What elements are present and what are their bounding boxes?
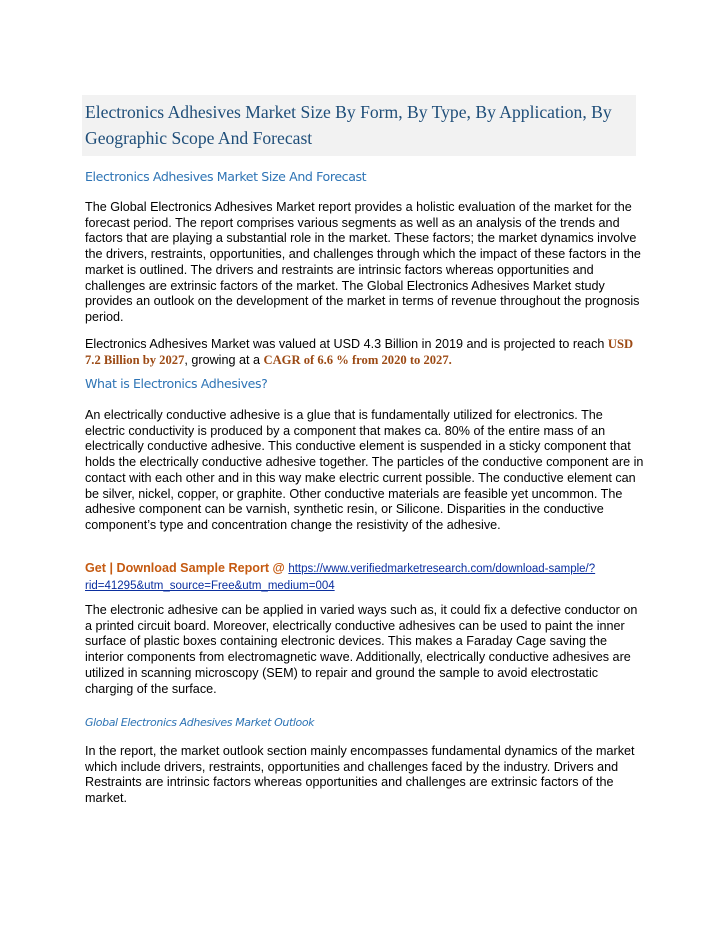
section-heading-size-forecast: Electronics Adhesives Market Size And Forecast	[85, 169, 367, 184]
section-heading-what-is: What is Electronics Adhesives?	[85, 376, 268, 391]
download-sample-link[interactable]: https://www.verifiedmarketresearch.com/download-sample/?rid=41295&utm_source=Free&utm_medium=004	[85, 563, 596, 592]
document-title: Electronics Adhesives Market Size By Form, By Type, By Application, By Geographic Scope And Forecast	[85, 102, 612, 148]
market-value-text-1: Electronics Adhesives Market was valued at USD 4.3 Billion in 2019 and is projected to reach	[85, 337, 608, 351]
definition-paragraph: An electrically conductive adhesive is a glue that is fundamentally utilized for electronics. The electric conductivity is produced by a component that makes ca. 80% of the entire mass of an electrically conductive adhesive. This conductive element is suspended in a sticky component that holds the electrically conductive adhesive together. The particles of the conductive component are in contact with each other and in this way make electric current possible. The conductive element can be silver, nickel, copper, or graphite. Other conductive materials are feasible yet uncommon. The adhesive component can be varnish, synthetic resin, or Silicone. Disparities in the conductive component’s type and concentration change the resistivity of the adhesive.	[85, 408, 644, 532]
market-value-text-2: , growing at a	[184, 352, 264, 367]
download-sample-line	[85, 561, 645, 594]
download-sample-label: Get | Download Sample Report @	[85, 561, 285, 575]
section-heading-market-outlook: Global Electronics Adhesives Market Outlook	[85, 716, 315, 729]
outlook-paragraph: In the report, the market outlook section mainly encompasses fundamental dynamics of the market which include drivers, restraints, opportunities and challenges faced by the industry. Drivers and Restraints are intrinsic factors whereas opportunities and challenges are extrinsic factors of the market.	[85, 744, 635, 806]
forecast-value-highlight: USD 7.2 Billion by 2027	[85, 337, 634, 367]
cagr-highlight: CAGR of 6.6 % from 2020 to 2027.	[263, 352, 452, 367]
market-value-paragraph	[85, 337, 645, 368]
intro-paragraph: The Global Electronics Adhesives Market report provides a holistic evaluation of the market for the forecast period. The report comprises various segments as well as an analysis of the trends and factors that are playing a substantial role in the market. These factors; the market dynamics involve the drivers, restraints, opportunities, and challenges through which the impact of these factors in the market is outlined. The drivers and restraints are intrinsic factors whereas opportunities and challenges are extrinsic factors of the market. The Global Electronics Adhesives Market study provides an outlook on the development of the market in terms of revenue throughout the prognosis period.	[85, 200, 641, 324]
applications-paragraph: The electronic adhesive can be applied in varied ways such as, it could fix a defective conductor on a printed circuit board. Moreover, electrically conductive adhesives can be used to paint the inner surface of plastic boxes containing electronic devices. This makes a Faraday Cage saving the interior components from electromagnetic wave. Additionally, electrically conductive adhesives are utilized in scanning microscopy (SEM) to repair and ground the sample to avoid electrostatic charging of the surface.	[85, 603, 638, 696]
